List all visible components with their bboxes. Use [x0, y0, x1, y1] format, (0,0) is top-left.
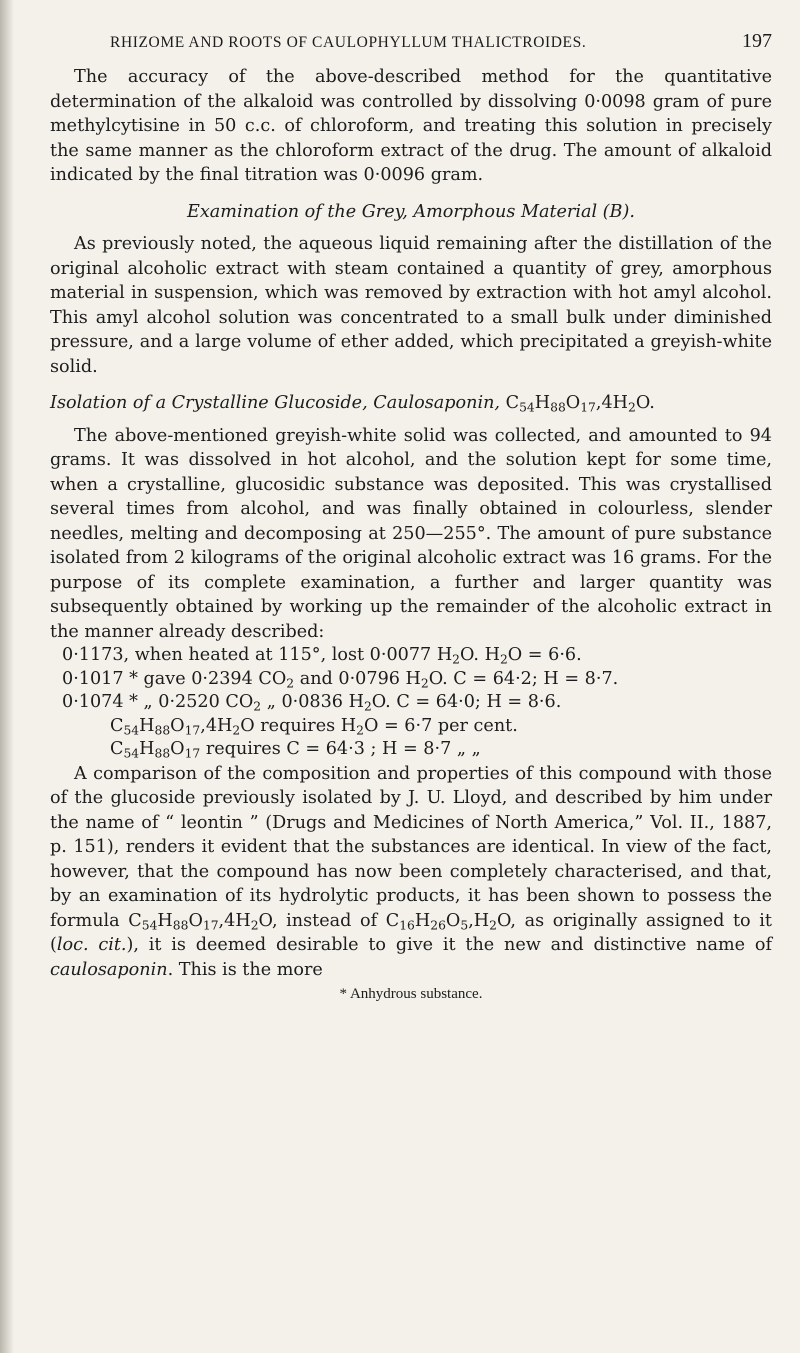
footnote: * Anhydrous substance.	[339, 986, 483, 1002]
page-number: 197	[742, 30, 772, 52]
page-edge-shadow	[0, 0, 14, 1353]
paragraph-isolation: The above-mentioned greyish-white solid was collected, and amounted to 94 grams. It was dissolved in hot alcohol, and the solution kept for some time, when a crystalline, glucosidic substance was deposited. This was crystallised several times from alcohol, and was finally obtained in colourless, slender needles, melting and decomposing at 250—255°. The amount of pure substance isolated from 2 kilograms of the original alcoholic extract was 16 grams. For the purpose of its complete examination, a further and larger quantity was subsequently obtained by working up the remainder of the alcoholic extract in the manner already described:	[50, 425, 772, 642]
section-heading-isolation	[50, 391, 772, 416]
paragraph-comparison: A comparison of the composition and properties of this compound with those of the glucoside previously isolated by J. U. Lloyd, and described by him under the name of “ leontin ” (Drugs and Medicines of North America,” Vol. II., 1887, p. 151), renders it evident that the substances are identical. In view of the fact, however, that the compound has now been completely characterised, and that, by an examination of its hydrolytic products, it has been shown to possess the formula $C_{54}H_{88}O_{17},4H_2O$, instead of $C_{16}H_{26}O_5,H_2O$, as originally assigned to it (loc. cit.), it is deemed desirable to give it the new and distinctive name of caulosaponin. This is the more	[50, 763, 772, 980]
caulosaponin-formula: $C_{54}H_{88}O_{17},4H_2O$.	[505, 393, 655, 415]
requirement-line-anhydrous: $C_{54}H_{88}O_{17}$ requires C = 64·3 ; H = 8·7 „ „	[110, 739, 481, 761]
compound-name: caulosaponin	[50, 959, 168, 980]
analysis-results	[50, 644, 772, 762]
analysis-line-combustion-1: 0·1017 * gave 0·2394 $CO_2$ and 0·0796 $H_2O$. C = 64·2; H = 8·7.	[62, 668, 619, 691]
heading-text: Isolation of a Crystalline Glucoside, Caulosaponin,	[50, 393, 501, 413]
running-title: RHIZOME AND ROOTS OF CAULOPHYLLUM THALICTROIDES.	[110, 34, 587, 51]
formula-old: $C_{16}H_{26}O_5,H_2O$	[385, 910, 511, 933]
analysis-line-combustion-2: 0·1074 * „ 0·2520 $CO_2$ „ 0·0836 $H_2O$. C = 64·0; H = 8·6.	[62, 692, 562, 714]
book-page	[50, 30, 772, 1003]
formula-hydrate: $C_{54}H_{88}O_{17},4H_2O$	[128, 910, 272, 933]
analysis-line-water: 0·1173, when heated at 115°, lost 0·0077 $H_2O$. $H_2O = 6\cdot 6$.	[62, 645, 582, 667]
heading-text: Examination of the Grey, Amorphous Material (B).	[187, 201, 635, 222]
citation-loc-cit: loc. cit.	[56, 935, 127, 955]
section-heading-grey-material	[50, 200, 772, 225]
running-head	[50, 30, 772, 53]
requirement-line-hydrate: $C_{54}H_{88}O_{17},4H_2O$ requires $H_2O = 6\cdot 7$ per cent.	[110, 715, 518, 738]
paragraph-accuracy: The accuracy of the above-described method for the quantitative determination of the alkaloid was controlled by dissolving 0·0098 gram of pure methylcytisine in 50 c.c. of chloroform, and treating this solution in precisely the same manner as the chloroform extract of the drug. The amount of alkaloid indicated by the final titration was 0·0096 gram.	[50, 67, 772, 185]
paragraph-grey-material: As previously noted, the aqueous liquid remaining after the distillation of the original alcoholic extract with steam contained a quantity of grey, amorphous material in suspension, which was removed by extraction with hot amyl alcohol. This amyl alcohol solution was concentrated to a small bulk under diminished pressure, and a large volume of ether added, which precipitated a greyish-white solid.	[50, 234, 772, 377]
